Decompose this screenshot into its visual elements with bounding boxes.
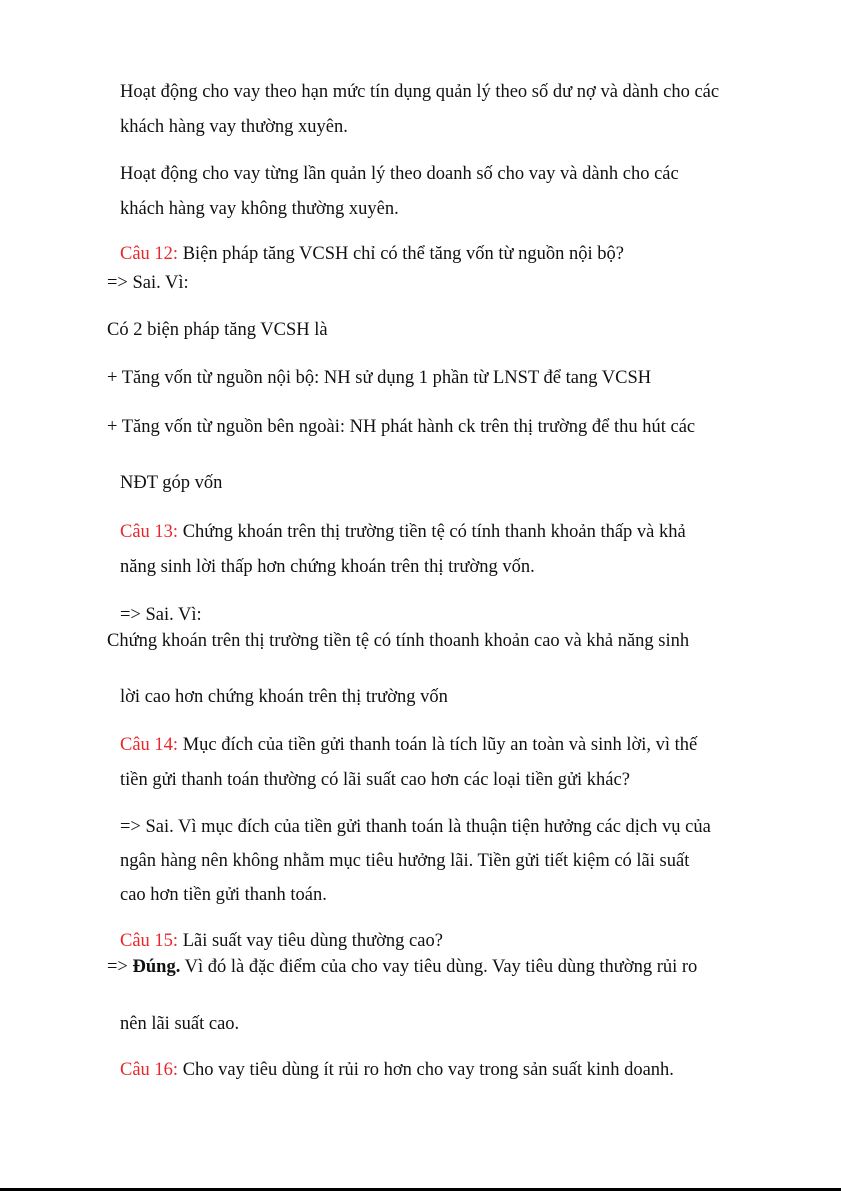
question-text: Lãi suất vay tiêu dùng thường cao? <box>178 931 443 951</box>
question-label: Câu 14: <box>120 735 179 755</box>
text-line: NĐT góp vốn <box>120 473 223 493</box>
text-line: tiền gửi thanh toán thường có lãi suất cao hơn các loại tiền gửi khác? <box>120 770 630 790</box>
text-line: cao hơn tiền gửi thanh toán. <box>120 885 327 905</box>
text-line: lời cao hơn chứng khoán trên thị trường vốn <box>120 687 448 707</box>
question-label: Câu 16: <box>120 1060 179 1080</box>
answer-15 <box>107 955 697 979</box>
question-text: Cho vay tiêu dùng ít rủi ro hơn cho vay trong sản suất kinh doanh. <box>178 1060 674 1080</box>
text-line: ngân hàng nên không nhằm mục tiêu hưởng lãi. Tiền gửi tiết kiệm có lãi suất <box>120 851 690 871</box>
text-line: Hoạt động cho vay từng lần quản lý theo doanh số cho vay và dành cho các <box>120 164 679 184</box>
question-text: Mục đích của tiền gửi thanh toán là tích lũy an toàn và sinh lời, vì thế <box>178 735 698 755</box>
text-line: nên lãi suất cao. <box>120 1014 240 1034</box>
text-line: + Tăng vốn từ nguồn bên ngoài: NH phát hành ck trên thị trường để thu hút các <box>107 417 696 437</box>
question-12 <box>120 242 624 266</box>
text-line: năng sinh lời thấp hơn chứng khoán trên thị trường vốn. <box>120 557 535 577</box>
question-14 <box>120 733 697 757</box>
text-line: + Tăng vốn từ nguồn nội bộ: NH sử dụng 1 phần từ LNST để tang VCSH <box>107 368 652 388</box>
question-13 <box>120 520 686 544</box>
answer-line: => Sai. Vì: <box>107 273 189 293</box>
text-line: Chứng khoán trên thị trường tiền tệ có tính thoanh khoản cao và khả năng sinh <box>107 631 690 651</box>
question-15 <box>120 929 443 953</box>
answer-text: Vì đó là đặc điểm của cho vay tiêu dùng. Vay tiêu dùng thường rủi ro <box>180 957 698 977</box>
answer-line: => Sai. Vì: <box>120 605 202 625</box>
question-label: Câu 12: <box>120 244 179 264</box>
question-16 <box>120 1058 674 1082</box>
question-text: Biện pháp tăng VCSH chỉ có thể tăng vốn từ nguồn nội bộ? <box>178 244 625 264</box>
question-text: Chứng khoán trên thị trường tiền tệ có tính thanh khoản thấp và khả <box>178 522 686 542</box>
question-label: Câu 15: <box>120 931 179 951</box>
answer-prefix: => <box>107 957 133 977</box>
text-line: khách hàng vay không thường xuyên. <box>120 199 399 219</box>
question-label: Câu 13: <box>120 522 179 542</box>
text-line: khách hàng vay thường xuyên. <box>120 117 348 137</box>
text-line: Có 2 biện pháp tăng VCSH là <box>107 320 328 340</box>
text-line: Hoạt động cho vay theo hạn mức tín dụng quản lý theo số dư nợ và dành cho các <box>120 82 720 102</box>
text-line: => Sai. Vì mục đích của tiền gửi thanh toán là thuận tiện hưởng các dịch vụ của <box>120 817 711 837</box>
answer-verdict: Đúng. <box>132 957 181 977</box>
